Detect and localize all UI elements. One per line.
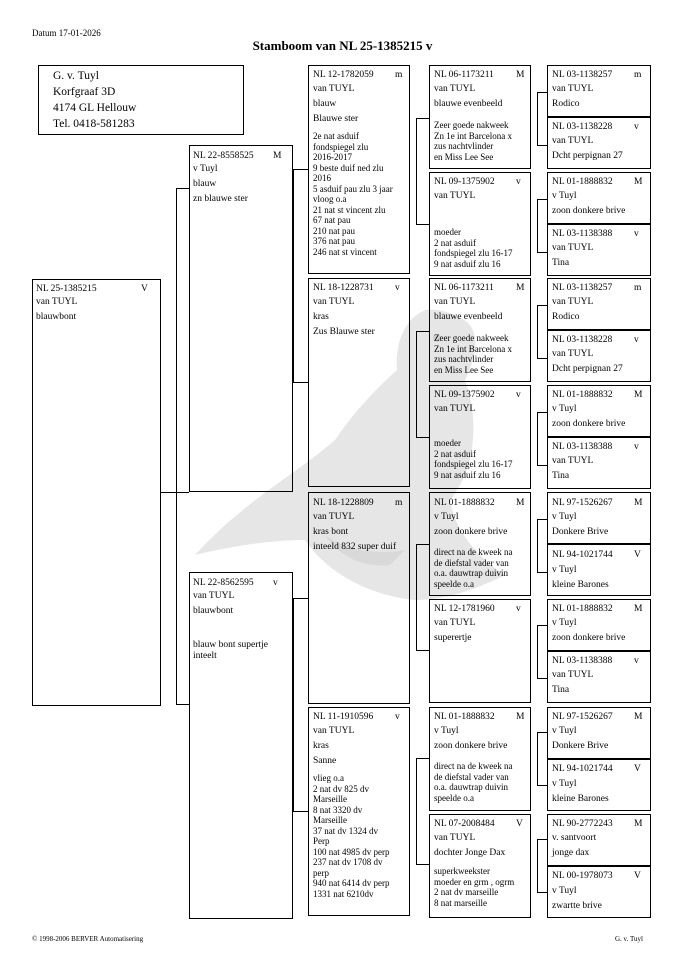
gen4-sex: v — [634, 122, 639, 132]
gen4-breeder: van TUYL — [552, 136, 594, 146]
subject-ring: NL 25-1385215 — [36, 284, 97, 294]
gen4-name: Donkere Brive — [552, 741, 609, 751]
owner-name: G. v. Tuyl — [53, 70, 99, 82]
gen4-name: Rodico — [552, 99, 580, 109]
great-grandparent-color: superertje — [434, 633, 472, 643]
gen4-ring: NL 00-1978073 — [552, 871, 613, 881]
gen4-ring: NL 03-1138388 — [552, 442, 613, 452]
great-grandparent-color: blauwe evenbeeld — [434, 99, 503, 109]
gen4-ring: NL 01-1888832 — [552, 177, 613, 187]
great-grandparent-notes: moeder 2 nat asduif fondspiegel zlu 16-17 9 nat asduif zlu 16 — [434, 227, 513, 269]
grandparent-color: blauw — [313, 99, 337, 109]
grandparent-name: inteeld 832 super duif — [313, 542, 397, 552]
great-grandparent-breeder: van TUYL — [434, 618, 476, 628]
grandparent-breeder: van TUYL — [313, 297, 355, 307]
gen4-breeder: van TUYL — [552, 349, 594, 359]
gen4-sex: m — [634, 70, 642, 80]
grandparent-box — [308, 492, 410, 704]
great-grandparent-breeder: van TUYL — [434, 191, 476, 201]
great-grandparent-sex: M — [516, 712, 525, 722]
gen4-name: Tina — [552, 471, 570, 481]
gen4-ring: NL 97-1526267 — [552, 498, 613, 508]
grandparent-box — [308, 278, 410, 487]
great-grandparent-ring: NL 09-1375902 — [434, 390, 495, 400]
gen4-sex: m — [634, 283, 642, 293]
grandparent-ring: NL 18-1228731 — [313, 283, 374, 293]
gen4-sex: M — [634, 819, 643, 829]
gen4-breeder: v Tuyl — [552, 618, 577, 628]
grandparent-notes: vlieg o.a 2 nat dv 825 dv Marseille 8 nat 3320 dv Marseille 37 nat dv 1324 dv Perp 100 nat 4985 dv perp 237 nat dv 1708 dv perp 940 nat 6414 dv perp 1331 nat 6210dv — [313, 773, 390, 899]
grandparent-sex: v — [395, 712, 400, 722]
great-grandparent-sex: v — [516, 177, 521, 187]
gen4-name: zwartte brive — [552, 901, 602, 911]
great-grandparent-notes: direct na de kweek na de diefstal vader van o.a. dauwtrap duivin speelde o.a — [434, 761, 513, 803]
gen4-breeder: v Tuyl — [552, 565, 577, 575]
great-grandparent-ring: NL 01-1888832 — [434, 712, 495, 722]
gen4-breeder: v Tuyl — [552, 191, 577, 201]
gen4-ring: NL 03-1138228 — [552, 335, 613, 345]
mother-color: blauwbont — [193, 606, 234, 616]
mother-remark: blauw bont supertje inteelt — [193, 640, 268, 661]
gen4-name: Dcht perpignan 27 — [552, 364, 623, 374]
subject-breeder: van TUYL — [36, 297, 78, 307]
gen4-breeder: van TUYL — [552, 243, 594, 253]
gen4-ring: NL 03-1138228 — [552, 122, 613, 132]
gen4-ring: NL 01-1888832 — [552, 390, 613, 400]
gen4-breeder: van TUYL — [552, 670, 594, 680]
great-grandparent-breeder: van TUYL — [434, 404, 476, 414]
gen4-ring: NL 90-2772243 — [552, 819, 613, 829]
gen4-sex: M — [634, 177, 643, 187]
grandparent-breeder: van TUYL — [313, 84, 355, 94]
grandparent-color: kras — [313, 741, 329, 751]
grandparent-name: Sanne — [313, 756, 337, 766]
father-remark: zn blauwe ster — [193, 194, 248, 204]
owner-city: 4174 GL Hellouw — [53, 102, 137, 114]
great-grandparent-breeder: van TUYL — [434, 297, 476, 307]
gen4-breeder: v Tuyl — [552, 779, 577, 789]
grandparent-ring: NL 18-1228809 — [313, 498, 374, 508]
gen4-ring: NL 03-1138257 — [552, 283, 613, 293]
gen4-breeder: van TUYL — [552, 84, 594, 94]
great-grandparent-notes: superkweekster moeder en grm , ogrm 2 nat dv marseille 8 nat marseille — [434, 866, 515, 908]
father-ring: NL 22-8558525 — [193, 151, 254, 161]
print-date: Datum 17-01-2026 — [32, 28, 101, 38]
father-sex: M — [273, 151, 282, 161]
mother-ring: NL 22-8562595 — [193, 578, 254, 588]
great-grandparent-color: zoon donkere brive — [434, 527, 508, 537]
gen4-name: kleine Barones — [552, 794, 609, 804]
great-grandparent-color: blauwe evenbeeld — [434, 312, 503, 322]
gen4-ring: NL 94-1021744 — [552, 764, 613, 774]
gen4-name: zoon donkere brive — [552, 633, 626, 643]
gen4-breeder: v Tuyl — [552, 726, 577, 736]
gen4-sex: v — [634, 229, 639, 239]
grandparent-ring: NL 12-1782059 — [313, 70, 374, 80]
mother-breeder: van TUYL — [193, 591, 235, 601]
great-grandparent-sex: v — [516, 390, 521, 400]
father-color: blauw — [193, 179, 217, 189]
owner-phone: Tel. 0418-581283 — [53, 118, 135, 130]
gen4-name: Tina — [552, 258, 570, 268]
grandparent-name: Blauwe ster — [313, 114, 359, 124]
page-title: Stamboom van NL 25-1385215 v — [252, 38, 433, 53]
great-grandparent-breeder: v Tuyl — [434, 512, 459, 522]
gen4-name: zoon donkere brive — [552, 419, 626, 429]
great-grandparent-color: zoon donkere brive — [434, 741, 508, 751]
grandparent-notes: 2e nat asduif fondspiegel zlu 2016-2017 9 beste duif ned zlu 2016 5 asduif pau zlu 3 jaar vloog o.a 21 nat st vincent zlu 67 nat pau 210 nat pau 376 nat pau 246 nat st vincent — [313, 131, 393, 257]
grandparent-name: Zus Blauwe ster — [313, 327, 375, 337]
great-grandparent-ring: NL 06-1173211 — [434, 70, 494, 80]
gen4-sex: V — [634, 550, 641, 560]
gen4-breeder: van TUYL — [552, 297, 594, 307]
gen4-ring: NL 94-1021744 — [552, 550, 613, 560]
grandparent-sex: v — [395, 283, 400, 293]
great-grandparent-breeder: van TUYL — [434, 84, 476, 94]
mother-sex: v — [273, 578, 278, 588]
footer-owner: G. v. Tuyl — [615, 935, 643, 943]
gen4-breeder: v Tuyl — [552, 512, 577, 522]
gen4-breeder: v. santvoort — [552, 833, 597, 843]
great-grandparent-notes: moeder 2 nat asduif fondspiegel zlu 16-17 9 nat asduif zlu 16 — [434, 438, 513, 480]
gen4-sex: M — [634, 604, 643, 614]
gen4-sex: M — [634, 390, 643, 400]
great-grandparent-ring: NL 01-1888832 — [434, 498, 495, 508]
grandparent-color: kras — [313, 312, 329, 322]
gen4-sex: V — [634, 764, 641, 774]
gen4-breeder: v Tuyl — [552, 886, 577, 896]
subject-color: blauwbont — [36, 312, 77, 322]
great-grandparent-notes: Zeer goede nakweek Zn 1e int Barcelona x zus nachtvlinder en Miss Lee See — [434, 120, 512, 162]
grandparent-sex: m — [395, 498, 403, 508]
great-grandparent-sex: M — [516, 498, 525, 508]
gen4-sex: v — [634, 656, 639, 666]
gen4-ring: NL 03-1138388 — [552, 656, 613, 666]
great-grandparent-breeder: v Tuyl — [434, 726, 459, 736]
gen4-name: Tina — [552, 685, 570, 695]
owner-street: Korfgraaf 3D — [53, 86, 116, 98]
grandparent-breeder: van TUYL — [313, 726, 355, 736]
gen4-name: kleine Barones — [552, 580, 609, 590]
gen4-sex: V — [634, 871, 641, 881]
great-grandparent-notes: direct na de kweek na de diefstal vader van o.a. dauwtrap duivin speelde o.a — [434, 547, 513, 589]
mother-box — [189, 572, 293, 919]
great-grandparent-notes: Zeer goede nakweek Zn 1e int Barcelona x zus nachtvlinder en Miss Lee See — [434, 333, 512, 375]
gen4-sex: M — [634, 712, 643, 722]
gen4-breeder: van TUYL — [552, 456, 594, 466]
grandparent-breeder: van TUYL — [313, 512, 355, 522]
great-grandparent-ring: NL 07-2008484 — [434, 819, 495, 829]
great-grandparent-sex: M — [516, 283, 525, 293]
gen4-name: jonge dax — [552, 848, 590, 858]
great-grandparent-ring: NL 06-1173211 — [434, 283, 494, 293]
great-grandparent-ring: NL 12-1781960 — [434, 604, 495, 614]
gen4-breeder: v Tuyl — [552, 404, 577, 414]
grandparent-ring: NL 11-1910596 — [313, 712, 374, 722]
gen4-sex: M — [634, 498, 643, 508]
great-grandparent-sex: V — [516, 819, 523, 829]
great-grandparent-sex: M — [516, 70, 525, 80]
gen4-name: Dcht perpignan 27 — [552, 151, 623, 161]
gen4-ring: NL 03-1138388 — [552, 229, 613, 239]
gen4-name: Rodico — [552, 312, 580, 322]
father-breeder: v Tuyl — [193, 164, 218, 174]
gen4-name: Donkere Brive — [552, 527, 609, 537]
gen4-name: zoon donkere brive — [552, 206, 626, 216]
great-grandparent-color: dochter Jonge Dax — [434, 848, 506, 858]
grandparent-sex: m — [395, 70, 403, 80]
gen4-sex: v — [634, 442, 639, 452]
gen4-ring: NL 03-1138257 — [552, 70, 613, 80]
gen4-sex: v — [634, 335, 639, 345]
grandparent-color: kras bont — [313, 527, 349, 537]
gen4-ring: NL 97-1526267 — [552, 712, 613, 722]
subject-box — [32, 279, 161, 706]
subject-sex: V — [141, 284, 148, 294]
great-grandparent-ring: NL 09-1375902 — [434, 177, 495, 187]
great-grandparent-sex: v — [516, 604, 521, 614]
great-grandparent-breeder: van TUYL — [434, 833, 476, 843]
gen4-ring: NL 01-1888832 — [552, 604, 613, 614]
copyright-footer: © 1998-2006 BERVER Automatisering — [32, 935, 144, 943]
